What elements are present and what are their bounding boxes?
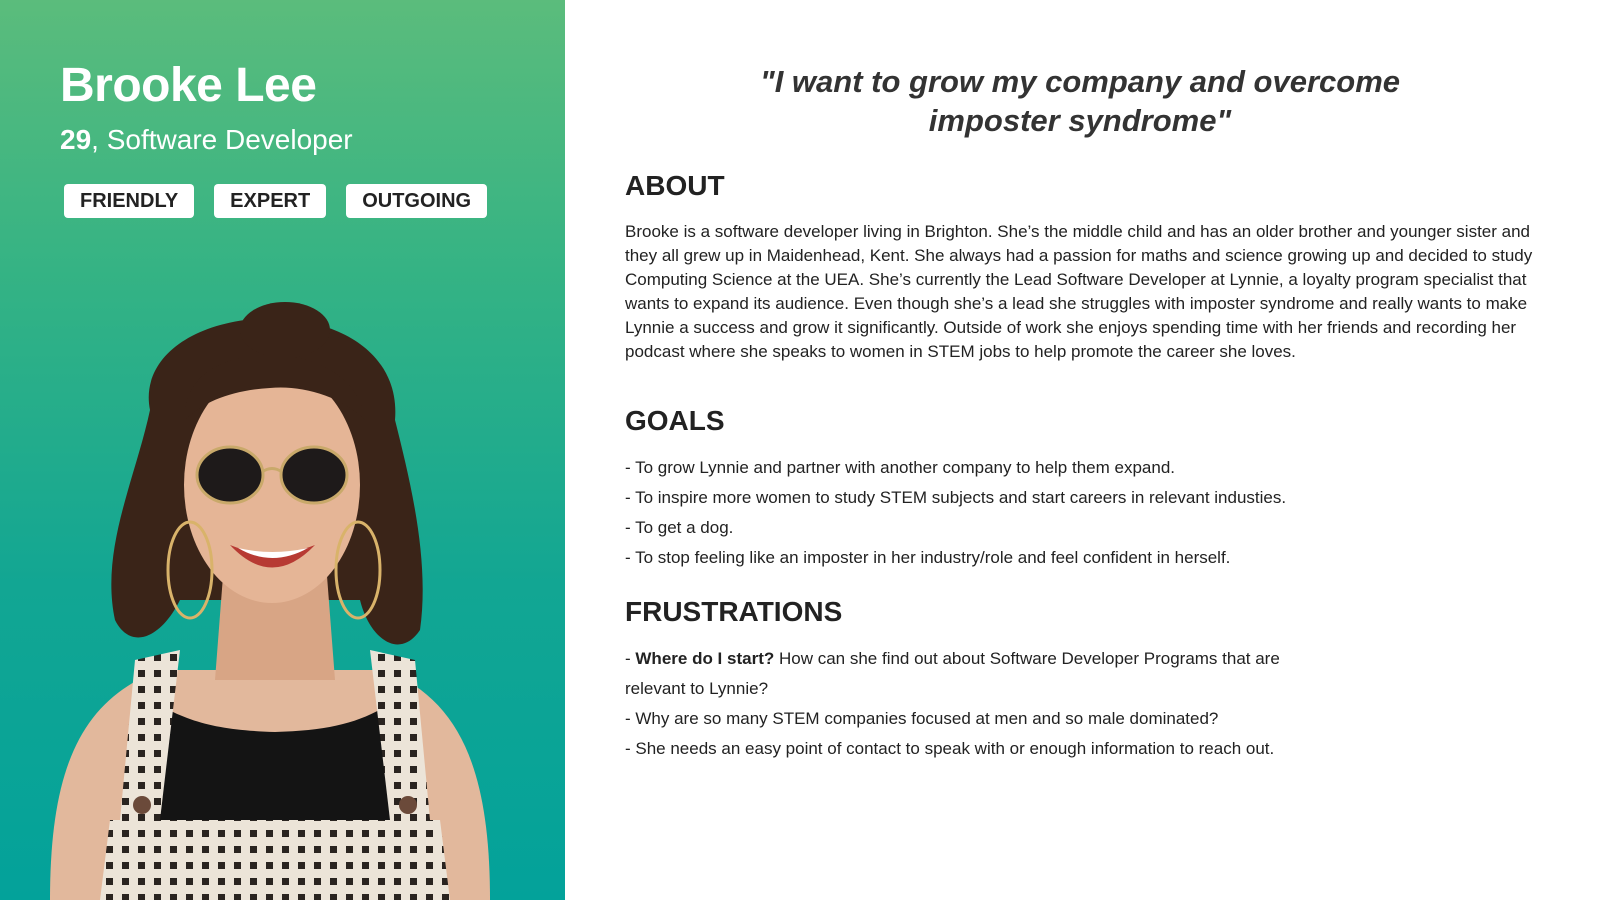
tag-outgoing: OUTGOING	[346, 184, 487, 218]
list-item: - She needs an easy point of contact to speak with or enough information to reach out.	[625, 739, 1275, 758]
list-item: - To stop feeling like an imposter in her industry/role and feel confident in herself.	[625, 548, 1231, 567]
list-item: - To inspire more women to study STEM subjects and start careers in relevant industies.	[625, 488, 1287, 507]
list-item: - Why are so many STEM companies focused at men and so male dominated?	[625, 709, 1219, 728]
trait-tags	[64, 184, 487, 218]
persona-role: , Software Developer	[91, 124, 353, 155]
persona-name: Brooke Lee	[60, 59, 317, 112]
list-item: - To get a dog.	[625, 518, 734, 537]
profile-panel	[0, 0, 565, 900]
goals-list	[625, 453, 1286, 573]
frustration-bold: Where do I start?	[635, 649, 775, 668]
persona-age: 29	[60, 124, 92, 155]
frustration-rest: How can she find out about Software Developer Programs that are relevant to Lynnie?	[625, 649, 1280, 698]
list-item	[625, 644, 1285, 704]
tag-friendly: FRIENDLY	[64, 184, 194, 218]
list-item: - To grow Lynnie and partner with another company to help them expand.	[625, 458, 1176, 477]
age-role	[60, 124, 353, 156]
frustrations-heading: FRUSTRATIONS	[625, 596, 843, 627]
persona-photo	[40, 300, 510, 900]
persona-quote: "I want to grow my company and overcome imposter syndrome"	[760, 64, 1400, 138]
frustration-prefix: -	[625, 649, 636, 668]
goals-heading: GOALS	[625, 405, 725, 436]
tag-expert: EXPERT	[214, 184, 326, 218]
about-text: Brooke is a software developer living in Brighton. She’s the middle child and has an older brother and younger sister and they all grew up in Maidenhead, Kent. She always had a passion for maths and science growing up and decided to study Computing Science at the UEA. She’s currently the Lead Software Developer at Lynnie, a loyalty program specialist that wants to expand its audience. Even though she’s a lead she struggles with imposter syndrome and really wants to make Lynnie a success and grow it significantly. Outside of work she enjoys spending time with her friends and recording her podcast where she speaks to women in STEM jobs to help promote the career she loves.	[625, 222, 1533, 361]
about-heading: ABOUT	[625, 170, 725, 201]
frustrations-list	[625, 644, 1285, 764]
